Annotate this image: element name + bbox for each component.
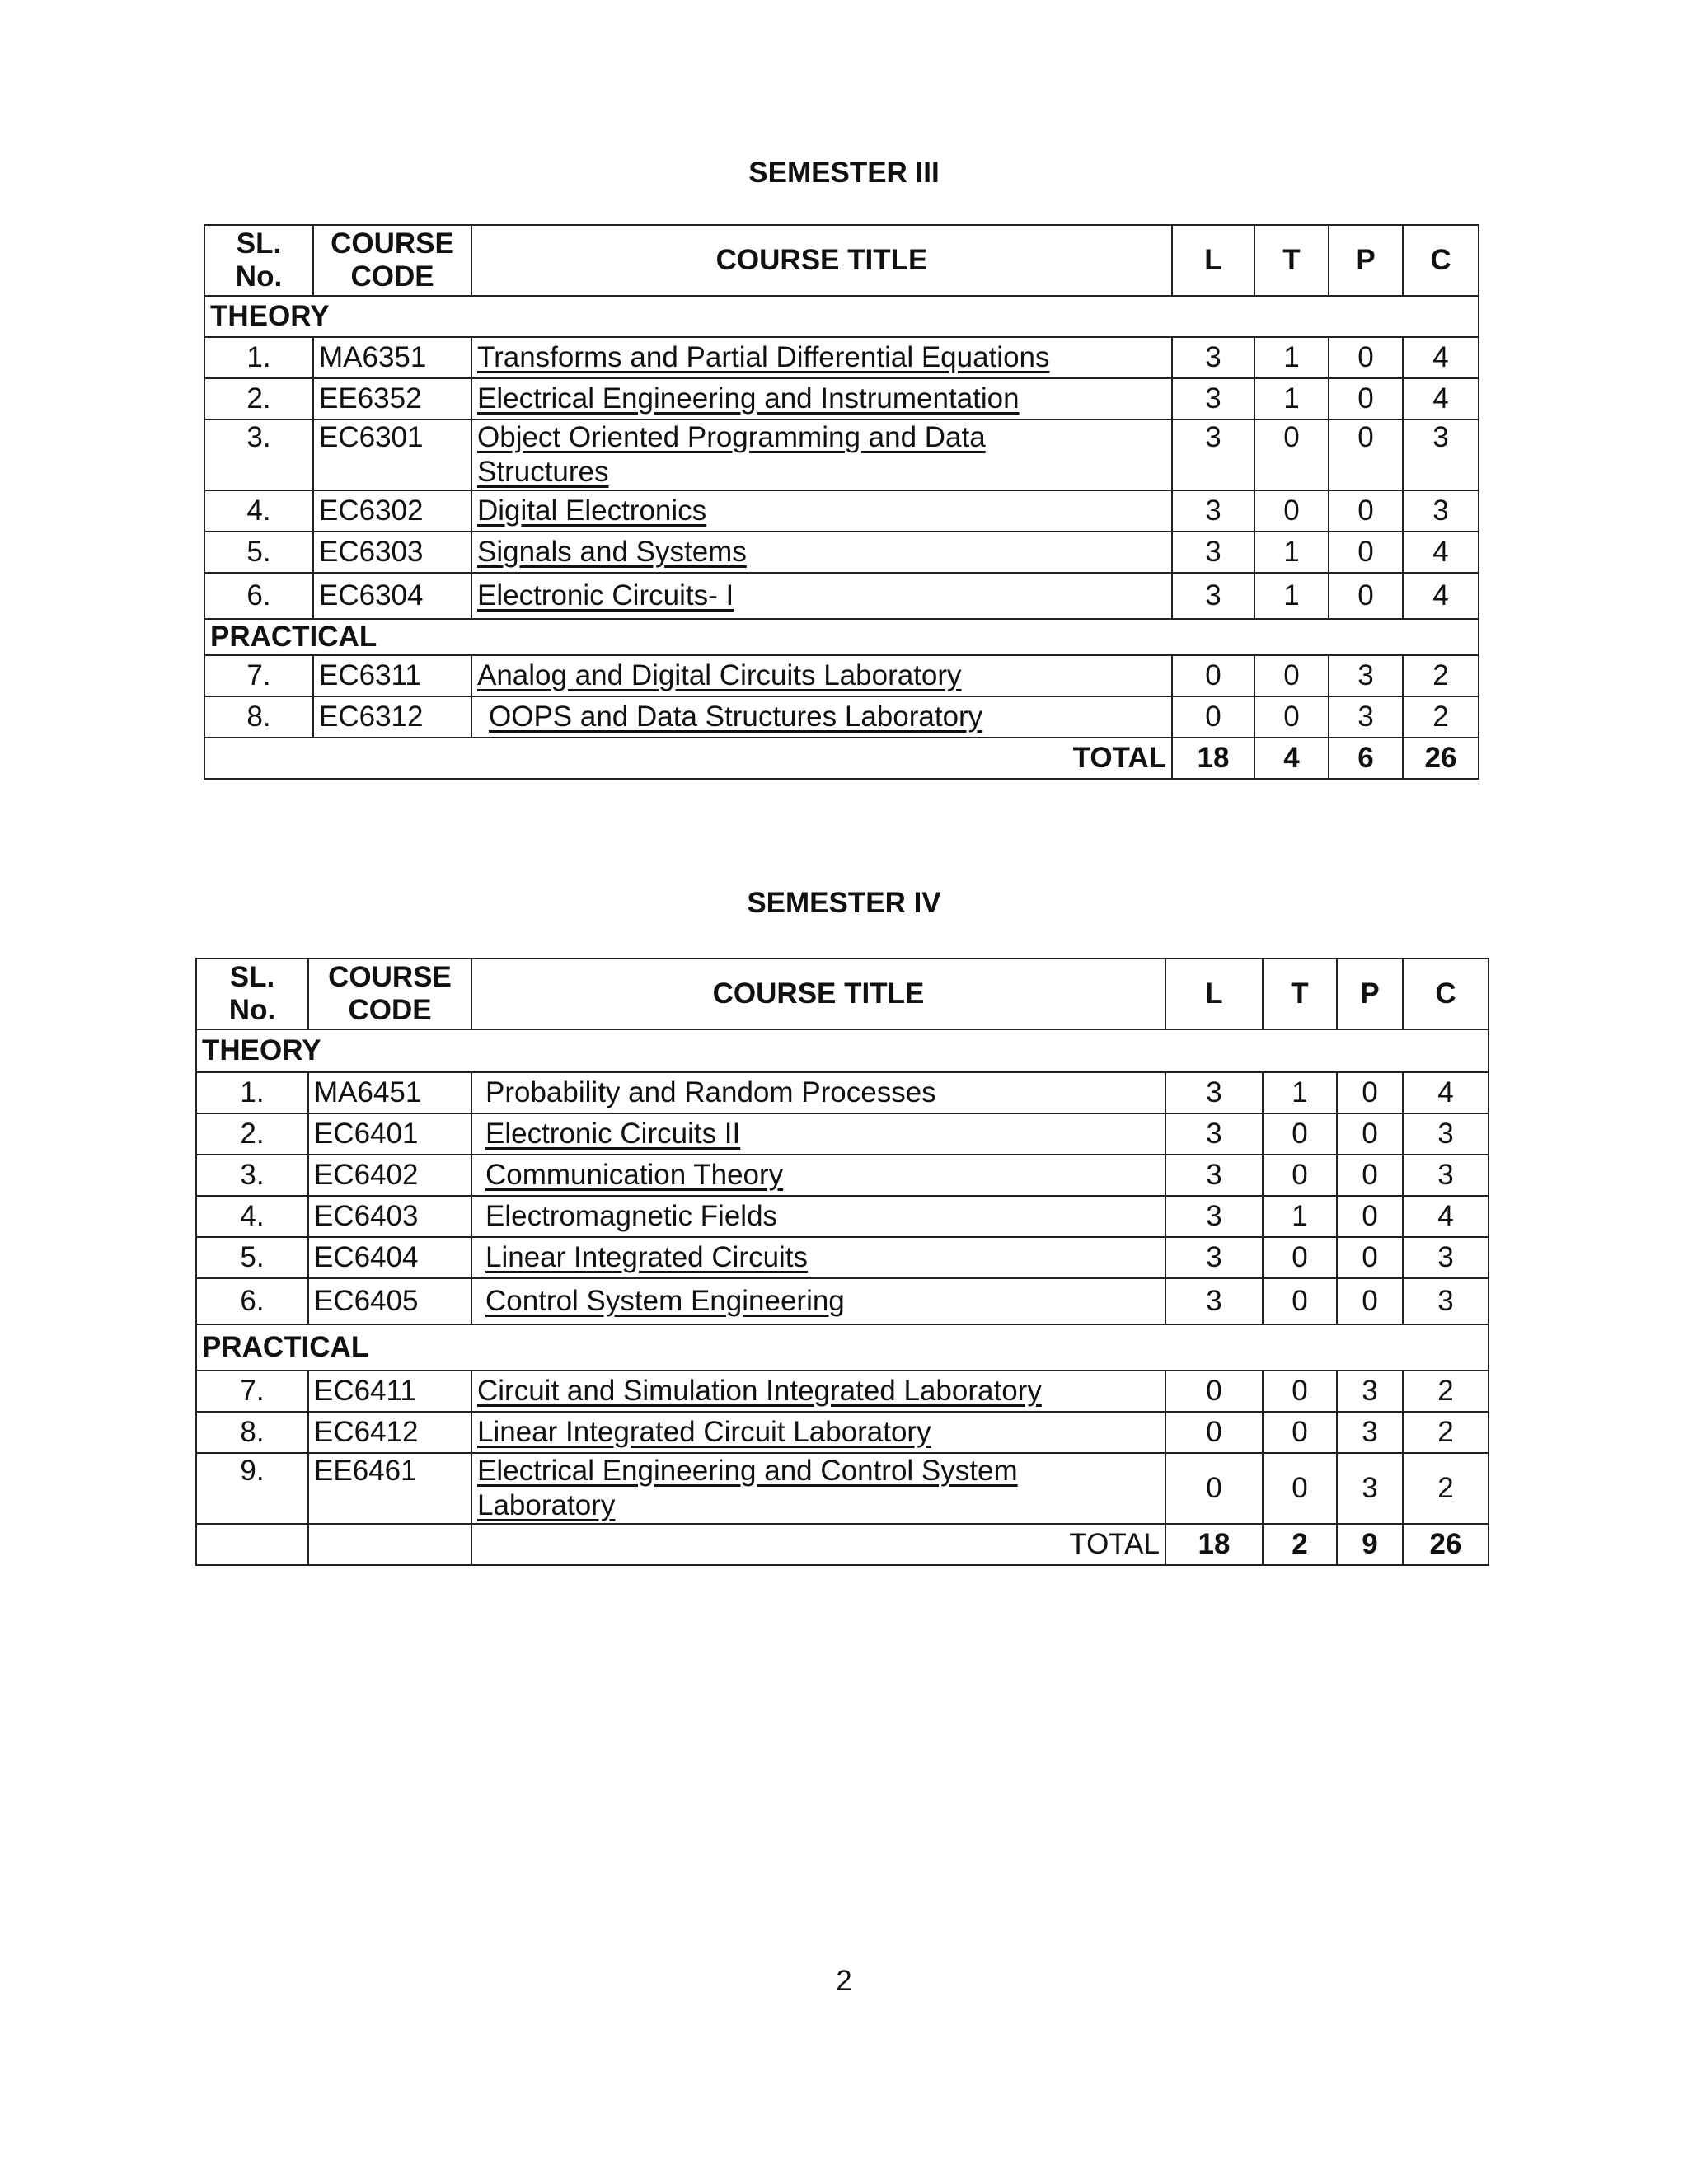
total-label: TOTAL <box>471 1524 1165 1565</box>
section-practical: PRACTICAL <box>204 619 1479 655</box>
table-row: 4. EC6403 Electromagnetic Fields 3 1 0 4 <box>196 1196 1489 1237</box>
course-title-link[interactable]: Circuit and Simulation Integrated Laboratory <box>471 1371 1165 1412</box>
course-title-link[interactable]: Digital Electronics <box>471 490 1172 532</box>
page-number: 2 <box>836 1965 852 1997</box>
section-theory: THEORY <box>196 1029 1489 1072</box>
course-title-link[interactable]: Electronic Circuits II <box>471 1113 1165 1155</box>
header-t: T <box>1263 958 1337 1029</box>
course-title: Electromagnetic Fields <box>471 1196 1165 1237</box>
header-sl: SL. No. <box>196 958 308 1029</box>
table-row: 6. EC6304 Electronic Circuits- I 3 1 0 4 <box>204 573 1479 619</box>
table-row: 8. EC6312 OOPS and Data Structures Laboratory 0 0 3 2 <box>204 696 1479 738</box>
course-title-link[interactable]: Electrical Engineering and Control System Laboratory <box>471 1453 1165 1524</box>
header-row <box>204 225 1479 296</box>
section-practical: PRACTICAL <box>196 1324 1489 1371</box>
semester-4-table <box>195 958 1489 1566</box>
header-sl: SL. No. <box>204 225 313 296</box>
header-l: L <box>1165 958 1263 1029</box>
header-course-code: COURSE CODE <box>313 225 471 296</box>
header-l: L <box>1172 225 1254 296</box>
table-row: 3. EC6301 Object Oriented Programming and Data Structures 3 0 0 3 <box>204 419 1479 490</box>
table-row: 3. EC6402 Communication Theory 3 0 0 3 <box>196 1155 1489 1196</box>
course-title-link[interactable]: Analog and Digital Circuits Laboratory <box>471 655 1172 696</box>
course-title-link[interactable]: Object Oriented Programming and Data Structures <box>471 419 1172 490</box>
course-title-link[interactable]: Signals and Systems <box>471 532 1172 573</box>
course-title-link[interactable]: Transforms and Partial Differential Equations <box>471 337 1172 378</box>
table-row: 2. EE6352 Electrical Engineering and Instrumentation 3 1 0 4 <box>204 378 1479 419</box>
course-title-link[interactable]: Linear Integrated Circuit Laboratory <box>471 1412 1165 1453</box>
total-label: TOTAL <box>204 738 1172 779</box>
table-row: 2. EC6401 Electronic Circuits II 3 0 0 3 <box>196 1113 1489 1155</box>
course-title-link[interactable]: Linear Integrated Circuits <box>471 1237 1165 1278</box>
total-row: TOTAL 18 4 6 26 <box>204 738 1479 779</box>
table-row: 5. EC6404 Linear Integrated Circuits 3 0 0 3 <box>196 1237 1489 1278</box>
semester-4-title: SEMESTER IV <box>747 887 941 919</box>
header-row <box>196 958 1489 1029</box>
course-title: Probability and Random Processes <box>471 1072 1165 1113</box>
header-course-title: COURSE TITLE <box>471 225 1172 296</box>
header-p: P <box>1337 958 1403 1029</box>
table-row: 1. MA6351 Transforms and Partial Differential Equations 3 1 0 4 <box>204 337 1479 378</box>
table-row: 9. EE6461 Electrical Engineering and Control System Laboratory 0 0 3 2 <box>196 1453 1489 1524</box>
course-title-link[interactable]: OOPS and Data Structures Laboratory <box>471 696 1172 738</box>
header-c: C <box>1403 225 1479 296</box>
semester-3-table <box>204 224 1479 780</box>
table-row: 1. MA6451 Probability and Random Processes 3 1 0 4 <box>196 1072 1489 1113</box>
table-row: 6. EC6405 Control System Engineering 3 0 0 3 <box>196 1278 1489 1324</box>
header-course-code: COURSE CODE <box>308 958 471 1029</box>
header-c: C <box>1403 958 1489 1029</box>
table-row: 5. EC6303 Signals and Systems 3 1 0 4 <box>204 532 1479 573</box>
header-course-title: COURSE TITLE <box>471 958 1165 1029</box>
table-row: 4. EC6302 Digital Electronics 3 0 0 3 <box>204 490 1479 532</box>
section-theory: THEORY <box>204 296 1479 337</box>
course-title-link[interactable]: Control System Engineering <box>471 1278 1165 1324</box>
course-title-link[interactable]: Electronic Circuits- I <box>471 573 1172 619</box>
table-row: 8. EC6412 Linear Integrated Circuit Laboratory 0 0 3 2 <box>196 1412 1489 1453</box>
header-t: T <box>1254 225 1329 296</box>
course-title-link[interactable]: Electrical Engineering and Instrumentation <box>471 378 1172 419</box>
total-row: TOTAL 18 2 9 26 <box>196 1524 1489 1565</box>
semester-3-title: SEMESTER III <box>748 157 940 189</box>
table-row: 7. EC6411 Circuit and Simulation Integrated Laboratory 0 0 3 2 <box>196 1371 1489 1412</box>
header-p: P <box>1329 225 1403 296</box>
table-row: 7. EC6311 Analog and Digital Circuits Laboratory 0 0 3 2 <box>204 655 1479 696</box>
course-title-link[interactable]: Communication Theory <box>471 1155 1165 1196</box>
